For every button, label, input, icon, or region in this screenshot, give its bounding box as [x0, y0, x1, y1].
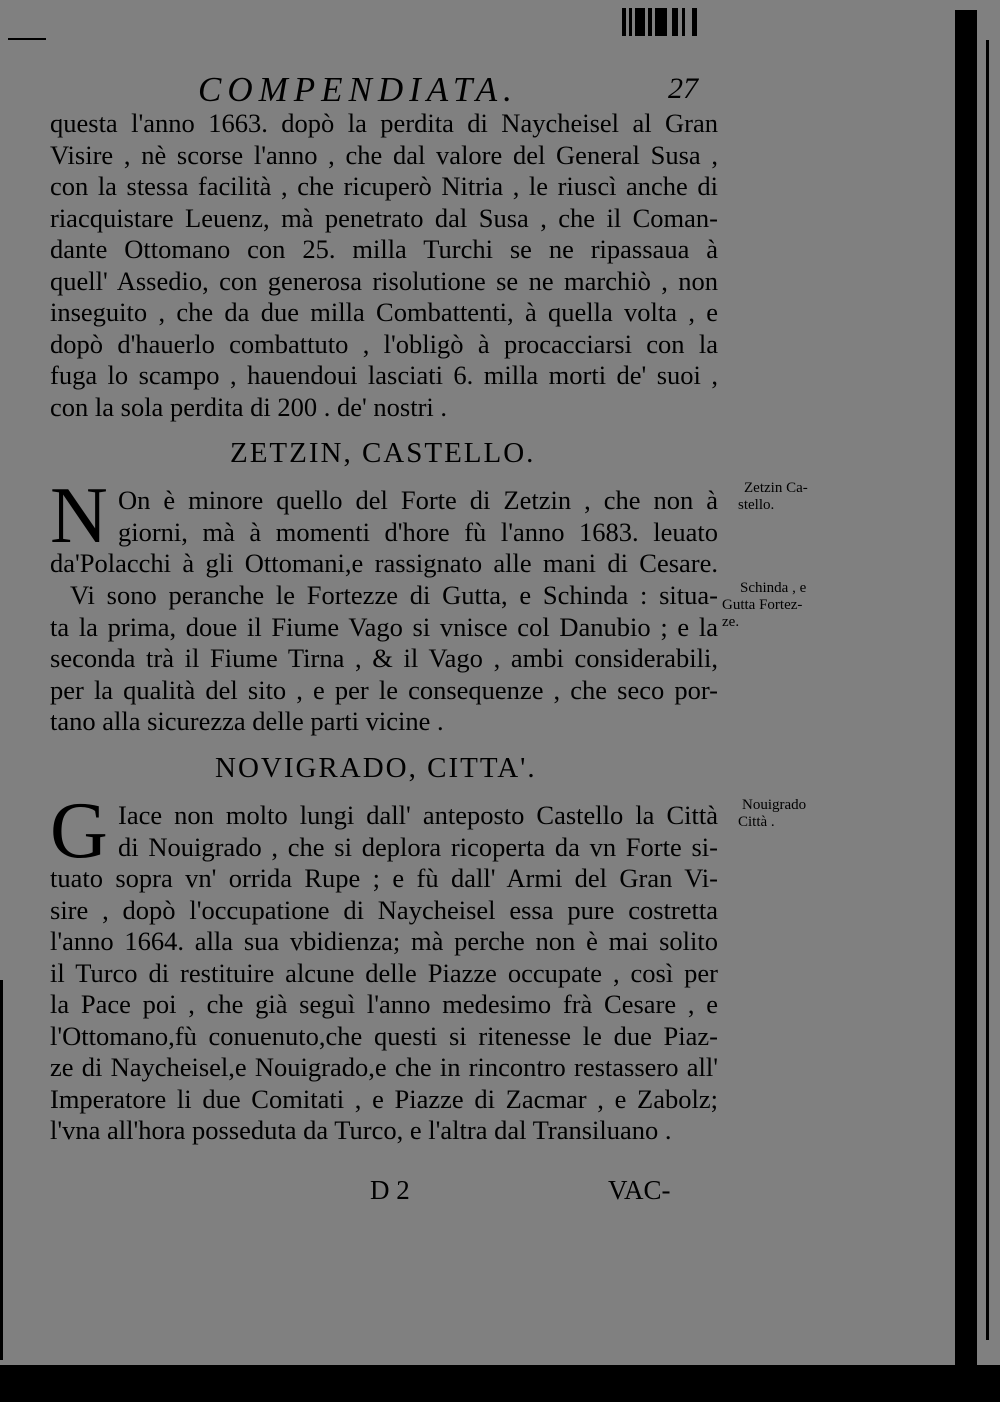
margin-note-schinda	[722, 580, 806, 631]
text-line: giorni, mà à momenti d'hore fù l'anno 1683. leuato	[118, 516, 718, 547]
text-line: inseguito , che da due milla Combattenti, à quella volta , e	[50, 297, 718, 327]
text-line: la Pace poi , che già seguì l'anno medesimo frà Cesare , e	[50, 989, 718, 1019]
text-line: di Nouigrado , che si deplora ricoperta da vn Forte si-	[118, 831, 718, 862]
scan-border-right-thin	[986, 40, 989, 1340]
scan-border-top-left	[8, 38, 46, 40]
margin-note-line: Schinda , e	[740, 580, 807, 596]
text-line: l'vna all'hora posseduta da Turco, e l'altra dal Transiluano .	[50, 1115, 672, 1145]
text-line: fuga lo scampo , hauendoui lasciati 6. milla morti de' suoi ,	[50, 360, 718, 390]
margin-note-line: stello.	[738, 497, 775, 513]
text-line: il Turco di restituire alcune delle Piazze occupate , così per	[50, 957, 718, 988]
margin-note-line: ze.	[722, 614, 740, 630]
section-heading-novigrado: NOVIGRADO, CITTA'.	[215, 752, 537, 784]
text-line: quell' Assedio, con generosa risolutione se ne marchiò , non	[50, 265, 718, 296]
page-number: 27	[668, 72, 698, 105]
margin-note-line: Città .	[738, 814, 775, 830]
text-line: dante Ottomano con 25. milla Turchi se ne ripassaua à	[50, 234, 718, 264]
text-line: ze di Naycheisel,e Nouigrado,e che in rincontro restassero all'	[50, 1052, 718, 1082]
scan-border-right	[955, 10, 977, 1382]
drop-cap: G	[50, 787, 108, 875]
text-line: Vi sono peranche le Fortezze di Gutta, e Schinda : situa-	[70, 580, 718, 610]
catchword: VAC-	[608, 1175, 671, 1205]
library-barcode	[622, 8, 702, 36]
text-line: riacquistare Leuenz, mà penetrato dal Susa , che il Coman-	[50, 202, 718, 233]
text-line: ta la prima, doue il Fiume Vago si vnisce col Danubio ; e la	[50, 611, 718, 642]
drop-cap: N	[50, 472, 108, 560]
text-line: l'Ottomano,fù conuenuto,che questi si ritenesse le due Piaz-	[50, 1020, 718, 1051]
text-line: Visire , nè scorse l'anno , che dal valore del General Susa ,	[50, 139, 718, 170]
text-line: tuato sopra vn' orrida Rupe ; e fù dall' Armi del Gran Vi-	[50, 863, 718, 893]
text-line: Iace non molto lungi dall' anteposto Castello la Città	[118, 800, 718, 830]
text-line: Imperatore li due Comitati , e Piazze di Zacmar , e Zabolz;	[50, 1083, 718, 1114]
scan-border-left	[0, 980, 3, 1360]
running-head: COMPENDIATA.	[198, 70, 518, 109]
paragraph-1	[50, 108, 718, 423]
paragraph-3	[50, 580, 718, 738]
signature-mark: D 2	[370, 1175, 410, 1205]
scan-border-bottom	[0, 1365, 1000, 1402]
margin-note-line: Gutta Fortez-	[722, 597, 803, 613]
margin-note-line: Zetzin Ca-	[744, 480, 808, 496]
paragraph-2	[50, 472, 718, 580]
section-heading-zetzin: ZETZIN, CASTELLO.	[230, 437, 536, 469]
text-line: questa l'anno 1663. dopò la perdita di Naycheisel al Gran	[50, 108, 718, 138]
text-line: con la sola perdita di 200 . de' nostri .	[50, 391, 448, 422]
text-line: tano alla sicurezza delle parti vicine .	[50, 706, 444, 736]
text-line: seconda trà il Fiume Tirna , & il Vago , ambi considerabili,	[50, 643, 718, 673]
margin-note-line: Nouigrado	[742, 797, 807, 813]
text-line: l'anno 1664. alla sua vbidienza; mà perche non è mai solito	[50, 926, 718, 956]
text-line: dopò d'hauerlo combattuto , l'obligò à procacciarsi con la	[50, 328, 718, 359]
margin-note-zetzin	[738, 480, 808, 514]
text-line: con la stessa facilità , che ricuperò Nitria , le riuscì anche di	[50, 171, 718, 201]
paragraph-4	[50, 787, 718, 1147]
text-line: per la qualità del sito , e per le consequenze , che seco por-	[50, 674, 718, 705]
margin-note-novigrado	[738, 797, 806, 831]
text-line: sire , dopò l'occupatione di Naycheisel essa pure costretta	[50, 894, 718, 925]
text-line: On è minore quello del Forte di Zetzin , che non à	[118, 485, 718, 515]
text-line: da'Polacchi à gli Ottomani,e rassignato alle mani di Cesare.	[50, 548, 718, 578]
